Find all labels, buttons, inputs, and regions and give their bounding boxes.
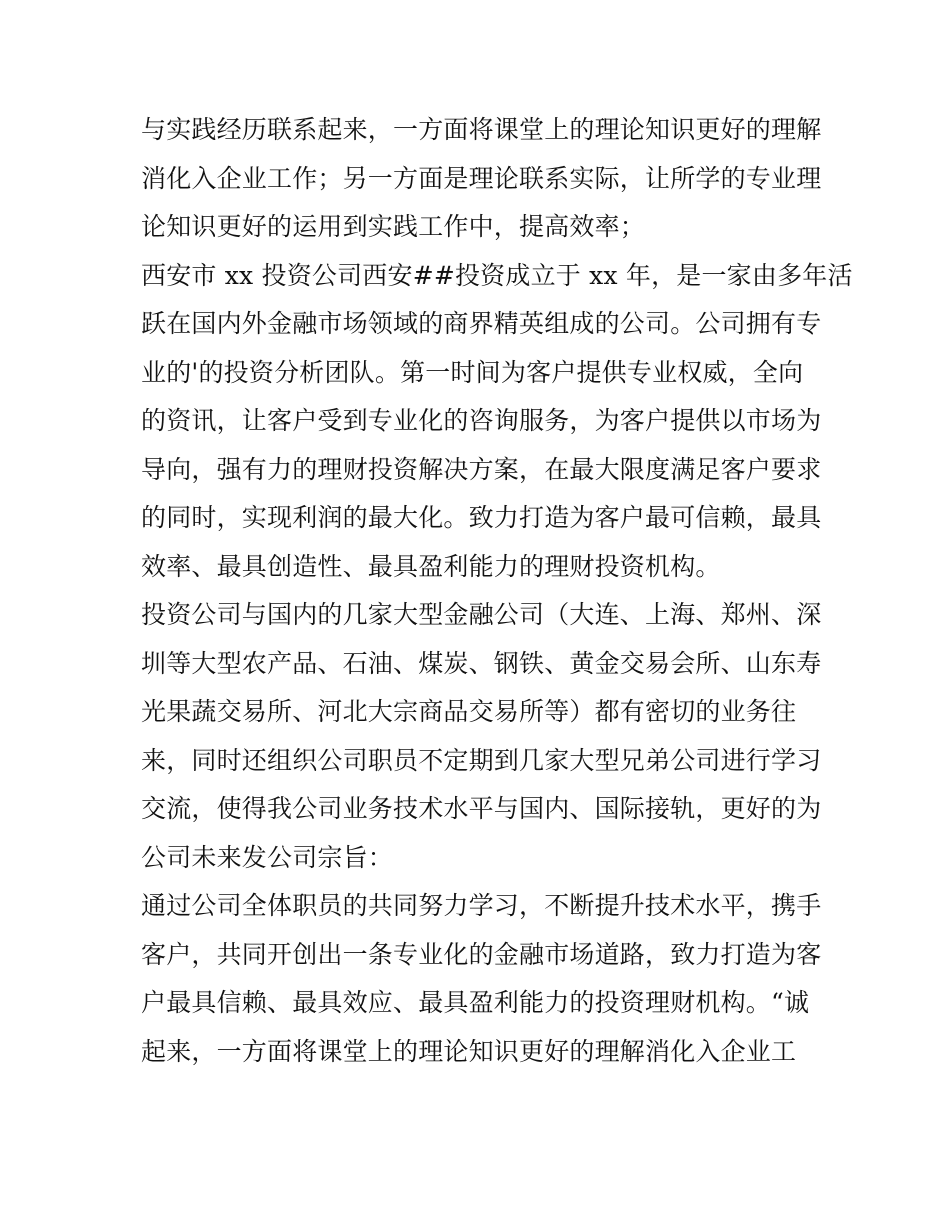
- text-line: 通过公司全体职员的共同努力学习，不断提升技术水平，携手: [141, 891, 822, 920]
- text-line: 业的'的投资分析团队。第一时间为客户提供专业权威，全向: [141, 357, 804, 387]
- text-line: 光果蔬交易所、河北大宗商品交易所等）都有密切的业务往: [141, 697, 797, 726]
- text-line: 论知识更好的运用到实践工作中，提高效率；: [141, 212, 646, 241]
- body-text: [141, 106, 853, 1076]
- text-line: 来，同时还组织公司职员不定期到几家大型兄弟公司进行学习: [141, 745, 822, 775]
- text-line: 交流，使得我公司业务技术水平与国内、国际接轨，更好的为: [141, 794, 822, 823]
- text-line: 与实践经历联系起来，一方面将课堂上的理论知识更好的理解: [141, 115, 822, 144]
- text-line: 公司未来发公司宗旨：: [141, 842, 394, 872]
- text-line: 跃在国内外金融市场领域的商界精英组成的公司。公司拥有专: [141, 309, 822, 338]
- text-line: 圳等大型农产品、石油、煤炭、钢铁、黄金交易会所、山东寿: [141, 648, 822, 678]
- text-line: 效率、最具创造性、最具盈利能力的理财投资机构。: [141, 551, 721, 581]
- text-line: 导向，强有力的理财投资解决方案，在最大限度满足客户要求: [141, 454, 822, 484]
- text-line: 客户，共同开创出一条专业化的金融市场道路，致力打造为客: [141, 939, 822, 969]
- text-line: 的资讯，让客户受到专业化的咨询服务，为客户提供以市场为: [141, 406, 822, 435]
- text-line: 消化入企业工作；另一方面是理论联系实际，让所学的专业理: [141, 163, 822, 193]
- text-line: 投资公司与国内的几家大型金融公司（大连、上海、郑州、深: [141, 600, 822, 629]
- text-line: 户最具信赖、最具效应、最具盈利能力的投资理财机构。“诚: [141, 988, 810, 1017]
- text-line: 的同时，实现利润的最大化。致力打造为客户最可信赖，最具: [141, 503, 822, 532]
- text-line: 西安市 xx 投资公司西安##投资成立于 xx 年，是一家由多年活: [141, 260, 853, 290]
- text-line: 起来，一方面将课堂上的理论知识更好的理解消化入企业工: [141, 1036, 797, 1066]
